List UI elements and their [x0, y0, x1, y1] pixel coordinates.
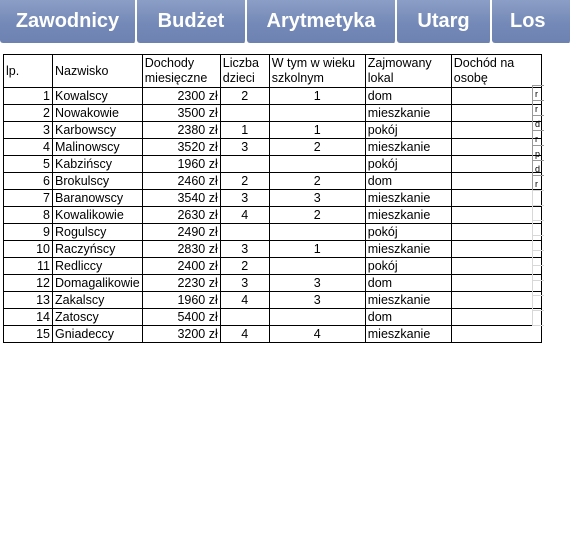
cell-dochod-na-osobe[interactable]: [451, 156, 541, 173]
cell-dochody[interactable]: 1960 zł: [142, 292, 220, 309]
cell-nazwisko[interactable]: Zatoscy: [53, 309, 143, 326]
cell-nazwisko[interactable]: Zakalscy: [53, 292, 143, 309]
cell-lokal[interactable]: dom: [365, 309, 451, 326]
cell-dochod-na-osobe[interactable]: [451, 258, 541, 275]
cell-wiek-szkolny[interactable]: [269, 309, 365, 326]
cell-lp[interactable]: 15: [4, 326, 53, 343]
adjacent-cell[interactable]: d: [532, 160, 544, 176]
cell-dochody[interactable]: 2460 zł: [142, 173, 220, 190]
cell-lp[interactable]: 11: [4, 258, 53, 275]
cell-nazwisko[interactable]: Rogulscy: [53, 224, 143, 241]
adjacent-cell[interactable]: [532, 190, 544, 206]
cell-lp[interactable]: 2: [4, 105, 53, 122]
cell-dochod-na-osobe[interactable]: [451, 173, 541, 190]
cell-nazwisko[interactable]: Domagalikowie: [53, 275, 143, 292]
table-row: [4, 241, 542, 258]
table-row: [4, 326, 542, 343]
adjacent-cell[interactable]: r: [532, 100, 544, 116]
cell-liczba-dzieci[interactable]: 3: [220, 275, 269, 292]
table-row: [4, 156, 542, 173]
cell-dochody[interactable]: 3520 zł: [142, 139, 220, 156]
cell-dochody[interactable]: 2490 zł: [142, 224, 220, 241]
cell-wiek-szkolny[interactable]: 2: [269, 173, 365, 190]
header-dochod-na-osobe[interactable]: Dochód na osobę: [451, 55, 541, 88]
cell-nazwisko[interactable]: Kowalscy: [53, 88, 143, 105]
cell-nazwisko[interactable]: Malinowscy: [53, 139, 143, 156]
cell-dochod-na-osobe[interactable]: [451, 326, 541, 343]
cell-liczba-dzieci[interactable]: [220, 156, 269, 173]
cell-dochody[interactable]: 3540 zł: [142, 190, 220, 207]
table-row: [4, 258, 542, 275]
cell-lp[interactable]: 7: [4, 190, 53, 207]
cell-lp[interactable]: 13: [4, 292, 53, 309]
households-table: [3, 54, 542, 343]
adjacent-cell[interactable]: [532, 205, 544, 221]
sheet-tab-bar: [0, 0, 546, 44]
cell-dochod-na-osobe[interactable]: [451, 122, 541, 139]
cell-lokal[interactable]: pokój: [365, 258, 451, 275]
header-liczba-dzieci[interactable]: Liczba dzieci: [220, 55, 269, 88]
table-row: [4, 224, 542, 241]
cell-liczba-dzieci[interactable]: 3: [220, 139, 269, 156]
cell-lokal[interactable]: dom: [365, 275, 451, 292]
cell-lp[interactable]: 5: [4, 156, 53, 173]
table-row: [4, 309, 542, 326]
cell-dochody[interactable]: 2630 zł: [142, 207, 220, 224]
cell-wiek-szkolny[interactable]: [269, 258, 365, 275]
table-row: [4, 122, 542, 139]
table-row: [4, 88, 542, 105]
cell-lp[interactable]: 1: [4, 88, 53, 105]
header-dochody[interactable]: Dochody miesięczne: [142, 55, 220, 88]
cell-lokal[interactable]: mieszkanie: [365, 139, 451, 156]
cell-liczba-dzieci[interactable]: 2: [220, 173, 269, 190]
cell-dochody[interactable]: 2230 zł: [142, 275, 220, 292]
cell-lp[interactable]: 14: [4, 309, 53, 326]
table-row: [4, 207, 542, 224]
cell-wiek-szkolny[interactable]: [269, 156, 365, 173]
cell-liczba-dzieci[interactable]: 1: [220, 122, 269, 139]
cell-liczba-dzieci[interactable]: 2: [220, 258, 269, 275]
cell-lokal[interactable]: pokój: [365, 156, 451, 173]
cell-lokal[interactable]: mieszkanie: [365, 190, 451, 207]
cell-lp[interactable]: 3: [4, 122, 53, 139]
cell-lokal[interactable]: pokój: [365, 122, 451, 139]
header-lokal[interactable]: Zajmowany lokal: [365, 55, 451, 88]
cell-nazwisko[interactable]: Raczyńscy: [53, 241, 143, 258]
cell-wiek-szkolny[interactable]: [269, 105, 365, 122]
cell-dochody[interactable]: 1960 zł: [142, 156, 220, 173]
tab-budzet[interactable]: Budżet: [137, 0, 247, 43]
adjacent-cell[interactable]: d: [532, 115, 544, 131]
adjacent-cell[interactable]: [532, 295, 544, 311]
adjacent-cell[interactable]: [532, 220, 544, 236]
cell-lokal[interactable]: dom: [365, 88, 451, 105]
tab-los[interactable]: Los: [492, 0, 572, 43]
cell-wiek-szkolny[interactable]: 3: [269, 275, 365, 292]
adjacent-cell[interactable]: r: [532, 85, 544, 101]
cell-lp[interactable]: 9: [4, 224, 53, 241]
cell-lokal[interactable]: pokój: [365, 224, 451, 241]
cell-dochod-na-osobe[interactable]: [451, 88, 541, 105]
cell-dochod-na-osobe[interactable]: [451, 292, 541, 309]
table-row: [4, 105, 542, 122]
cell-liczba-dzieci[interactable]: 4: [220, 292, 269, 309]
cell-dochod-na-osobe[interactable]: [451, 309, 541, 326]
cell-nazwisko[interactable]: Kowalikowie: [53, 207, 143, 224]
cell-wiek-szkolny[interactable]: 2: [269, 207, 365, 224]
header-lp[interactable]: lp.: [4, 55, 53, 88]
cell-dochody[interactable]: 2380 zł: [142, 122, 220, 139]
tab-arytmetyka[interactable]: Arytmetyka: [247, 0, 397, 43]
cell-wiek-szkolny[interactable]: [269, 224, 365, 241]
cell-nazwisko[interactable]: Brokulscy: [53, 173, 143, 190]
cell-dochod-na-osobe[interactable]: [451, 139, 541, 156]
tab-utarg[interactable]: Utarg: [397, 0, 492, 43]
cell-dochod-na-osobe[interactable]: [451, 275, 541, 292]
cell-nazwisko[interactable]: Redliccy: [53, 258, 143, 275]
adjacent-cell[interactable]: [532, 265, 544, 281]
cell-lp[interactable]: 8: [4, 207, 53, 224]
cell-liczba-dzieci[interactable]: 4: [220, 326, 269, 343]
adjacent-cell[interactable]: [532, 235, 544, 251]
cell-liczba-dzieci[interactable]: 2: [220, 88, 269, 105]
table-row: [4, 190, 542, 207]
table-row: [4, 292, 542, 309]
cell-wiek-szkolny[interactable]: 3: [269, 292, 365, 309]
cell-dochody[interactable]: 3500 zł: [142, 105, 220, 122]
cell-nazwisko[interactable]: Karbowscy: [53, 122, 143, 139]
cell-lp[interactable]: 10: [4, 241, 53, 258]
cell-wiek-szkolny[interactable]: 1: [269, 241, 365, 258]
cell-wiek-szkolny[interactable]: 1: [269, 122, 365, 139]
cell-nazwisko[interactable]: Baranowscy: [53, 190, 143, 207]
cell-lokal[interactable]: mieszkanie: [365, 292, 451, 309]
adjacent-cell[interactable]: r: [532, 175, 544, 191]
adjacent-cell[interactable]: [532, 310, 544, 326]
cell-liczba-dzieci[interactable]: [220, 224, 269, 241]
cell-dochod-na-osobe[interactable]: [451, 207, 541, 224]
cell-liczba-dzieci[interactable]: 3: [220, 241, 269, 258]
table-row: [4, 139, 542, 156]
header-wiek-szkolny[interactable]: W tym w wieku szkolnym: [269, 55, 365, 88]
cell-lokal[interactable]: dom: [365, 173, 451, 190]
cell-wiek-szkolny[interactable]: 4: [269, 326, 365, 343]
header-nazwisko[interactable]: Nazwisko: [53, 55, 143, 88]
cell-liczba-dzieci[interactable]: [220, 105, 269, 122]
adjacent-cell[interactable]: [532, 250, 544, 266]
cell-dochody[interactable]: 3200 zł: [142, 326, 220, 343]
cell-lokal[interactable]: mieszkanie: [365, 241, 451, 258]
adjacent-cell[interactable]: [532, 280, 544, 296]
cell-dochod-na-osobe[interactable]: [451, 105, 541, 122]
cell-lp[interactable]: 6: [4, 173, 53, 190]
header-row: [4, 55, 542, 88]
cell-lokal[interactable]: mieszkanie: [365, 326, 451, 343]
cell-nazwisko[interactable]: Nowakowie: [53, 105, 143, 122]
table-row: [4, 275, 542, 292]
cell-dochod-na-osobe[interactable]: [451, 241, 541, 258]
cell-nazwisko[interactable]: Gniadeccy: [53, 326, 143, 343]
cell-wiek-szkolny[interactable]: 1: [269, 88, 365, 105]
adjacent-cell[interactable]: r: [532, 130, 544, 146]
cell-lp[interactable]: 12: [4, 275, 53, 292]
tab-zawodnicy[interactable]: Zawodnicy: [0, 0, 137, 43]
cell-wiek-szkolny[interactable]: 3: [269, 190, 365, 207]
table-row: [4, 173, 542, 190]
cell-dochody[interactable]: 2300 zł: [142, 88, 220, 105]
cell-lokal[interactable]: mieszkanie: [365, 207, 451, 224]
cell-lp[interactable]: 4: [4, 139, 53, 156]
cell-nazwisko[interactable]: Kabzińscy: [53, 156, 143, 173]
adjacent-column-cells: [532, 86, 544, 326]
cell-liczba-dzieci[interactable]: 4: [220, 207, 269, 224]
cell-liczba-dzieci[interactable]: [220, 309, 269, 326]
cell-dochod-na-osobe[interactable]: [451, 190, 541, 207]
adjacent-cell[interactable]: p: [532, 145, 544, 161]
cell-wiek-szkolny[interactable]: 2: [269, 139, 365, 156]
cell-liczba-dzieci[interactable]: 3: [220, 190, 269, 207]
cell-lokal[interactable]: mieszkanie: [365, 105, 451, 122]
cell-dochody[interactable]: 5400 zł: [142, 309, 220, 326]
cell-dochod-na-osobe[interactable]: [451, 224, 541, 241]
cell-dochody[interactable]: 2400 zł: [142, 258, 220, 275]
cell-dochody[interactable]: 2830 zł: [142, 241, 220, 258]
